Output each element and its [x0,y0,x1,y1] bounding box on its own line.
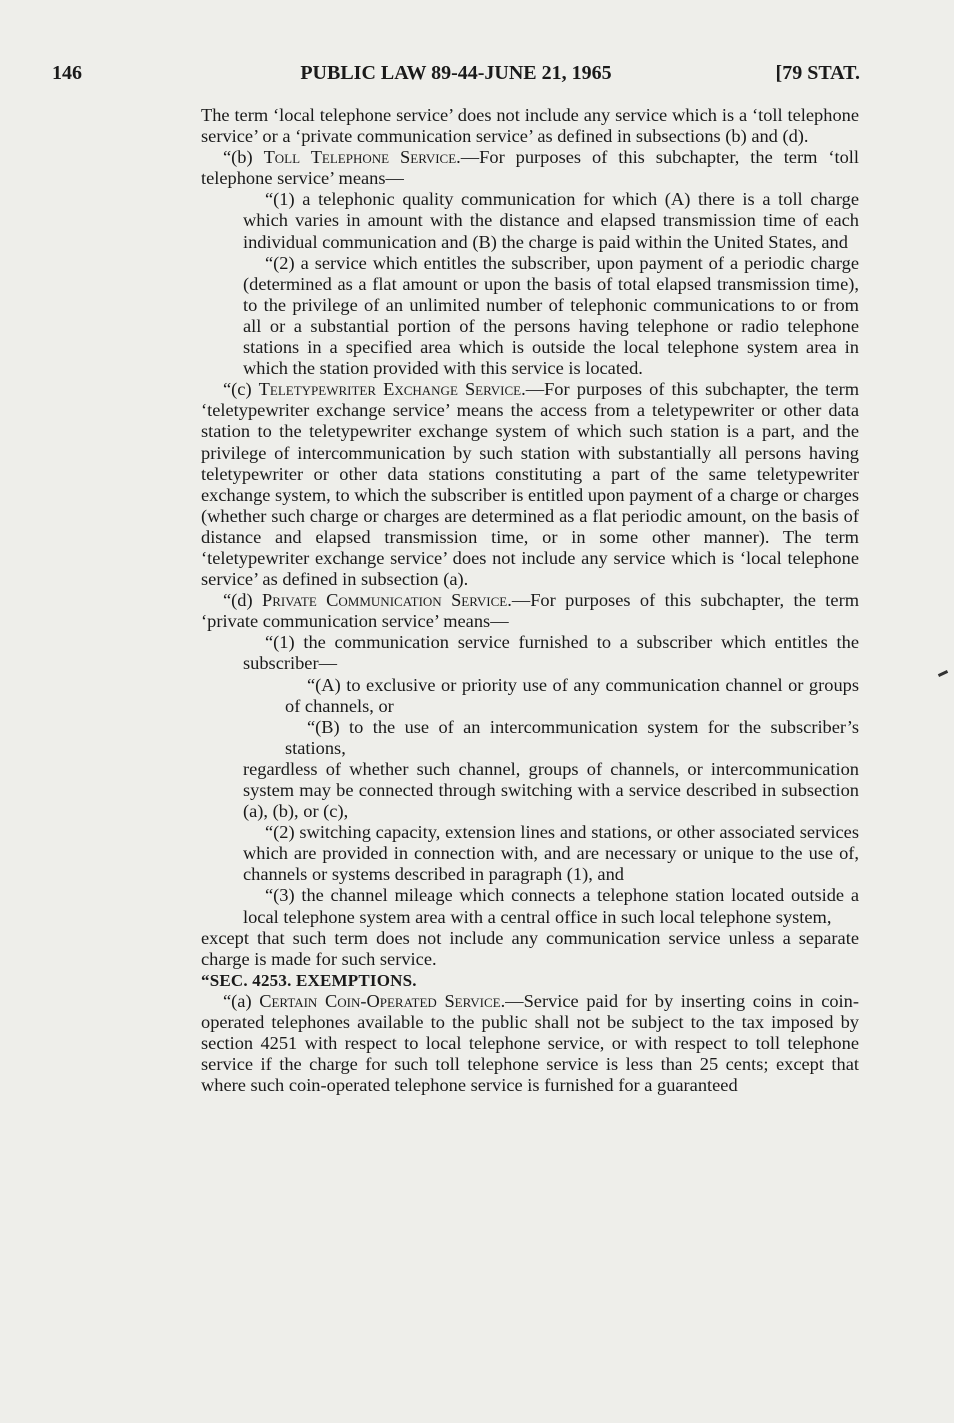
subsection-caption: Certain Coin-Operated Service. [259,990,506,1011]
paragraph: regardless of whether such channel, groups of channels, or intercommunication system may be connected through switching with a service described in subsection (a), (b), or (c), [243,758,859,822]
running-title: PUBLIC LAW 89-44-JUNE 21, 1965 [300,62,612,84]
body-text [201,105,859,1096]
subsection-caption: Teletypewriter Exchange Service. [258,379,526,400]
paragraph: The term ‘local telephone service’ does not include any service which is a ‘toll telephone service’ or a ‘private communication service’ as defined in subsections (b) and (d). [201,105,859,147]
paragraph: “(A) to exclusive or priority use of any communication channel or groups of channels, or [285,674,859,716]
paragraph: “(3) the channel mileage which connects a telephone station located outside a local telephone system area with a central office in such local telephone system, [243,885,859,927]
paragraph: “(2) switching capacity, extension lines and stations, or other associated services which are provided in connection with, and are necessary or unique to the use of, channels or systems described in paragraph (1), and [243,822,859,885]
statute-reference: [79 STAT. [775,62,860,84]
subsection-caption: Toll Telephone Service. [263,147,461,168]
paragraph: except that such term does not include any communication service unless a separate charge is made for such service. [201,927,859,969]
paragraph: “(2) a service which entitles the subscriber, upon payment of a periodic charge (determined as a flat amount or upon the basis of total elapsed transmission time), to the privilege of an unlimited number of telephonic communications to or from all or a substantial portion of the persons having telephone or radio telephone stations in a specified area which is outside the local telephone system area in which the station provided with this service is located. [243,252,859,379]
paragraph: “(B) to the use of an intercommunication system for the subscriber’s stations, [285,716,859,758]
paragraph-subsection-c: “(c) Teletypewriter Exchange Service.—For purposes of this subchapter, the term ‘teletypewriter exchange service’ means the access from a teletypewriter or other data station to the teletypewriter exchange system of which such station is a part, and the privilege of intercommunication by such station with substantially all persons having teletypewriter or other data stations constituting a part of the same teletypewriter exchange system, to which the subscriber is entitled upon payment of a charge or charges (whether such charge or charges are determined as a flat periodic amount, on the basis of distance and elapsed transmission time, or in some other manner). The term ‘teletypewriter exchange service’ does not include any service which is ‘local telephone service’ as defined in subsection (a). [201,379,859,590]
paragraph: “(1) the communication service furnished to a subscriber which entitles the subscriber— [243,632,859,674]
subsection-caption: Private Communication Service. [262,590,512,611]
page-header [52,62,860,92]
section-heading: “SEC. 4253. EXEMPTIONS. [201,970,417,990]
margin-pen-mark [938,670,948,677]
paragraph: “(1) a telephonic quality communication for which (A) there is a toll charge which varies in amount with the distance and elapsed transmission time of each individual communication and (B) the charge is paid within the United States, and [243,189,859,252]
paragraph-subsection-d: “(d) Private Communication Service.—For purposes of this subchapter, the term ‘private communication service’ means— [201,590,859,632]
paragraph-subsection-a: “(a) Certain Coin-Operated Service.—Service paid for by inserting coins in coin-operated telephones available to the public shall not be subject to the tax imposed by section 4251 with respect to local telephone service, or with respect to toll telephone service if the charge for such toll telephone service is less than 25 cents; except that where such coin-operated telephone service is furnished for a guaranteed [201,990,859,1096]
page-number: 146 [52,62,82,84]
paragraph-subsection-b: “(b) Toll Telephone Service.—For purposes of this subchapter, the term ‘toll telephone service’ means— [201,147,859,189]
